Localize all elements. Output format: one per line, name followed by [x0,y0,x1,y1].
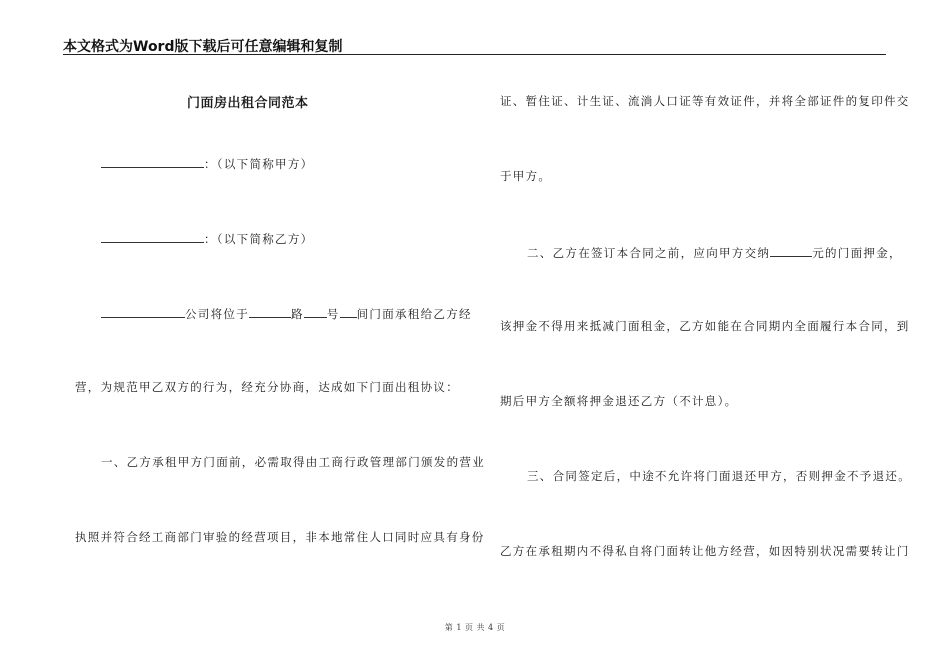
right-line-4: 该押金不得用来抵减门面租金，乙方如能在合同期内全面履行本合同，到 [500,319,910,333]
right-line-2: 于甲方。 [500,169,552,183]
right-line-6: 三、合同签定后，中途不允许将门面退还甲方，否则押金不予退还。 [527,469,911,483]
deposit-amount-blank [770,244,812,257]
deposit-text-b: 元的门面押金， [812,246,902,260]
number-blank [304,305,327,318]
paragraph-1-line-1 [101,305,472,321]
party-b-blank [101,230,204,243]
paragraph-1-text-c: 号 [326,307,340,321]
page-number: 第 1 页 共 4 页 [444,623,506,632]
right-line-1: 证、暂住证、计生证、流淌人口证等有效证件，并将全部证件的复印件交 [500,94,910,108]
document-title: 门面房出租合同范本 [187,96,309,111]
party-b-label: ：（以下简称乙方） [204,232,314,246]
paragraph-2-line-1: 一、乙方承租甲方门面前，必需取得由工商行政管理部门颁发的营业 [101,455,485,469]
party-b-line [101,230,313,246]
right-line-7: 乙方在承租期内不得私自将门面转让他方经营，如因特别状况需要转让门 [500,544,910,558]
paragraph-1-line-2: 营，为规范甲乙双方的行为，经充分协商，达成如下门面出租协议： [75,380,459,394]
company-blank [101,305,185,318]
paragraph-1-text-d: 间门面承租给乙方经 [356,307,472,321]
right-line-5: 期后甲方全额将押金退还乙方（不计息）。 [500,394,738,408]
party-a-line [101,155,313,171]
party-a-blank [101,155,204,168]
road-blank [249,305,291,318]
room-blank [340,305,357,318]
paragraph-1-text-a: 公司将位于 [185,307,249,321]
deposit-text-a: 二、乙方在签订本合同之前，应向甲方交纳 [527,246,771,260]
party-a-label: ：（以下简称甲方） [204,157,314,171]
document-header: 本文格式为Word版下载后可任意编辑和复制 [63,39,343,55]
paragraph-1-text-b: 路 [291,307,304,321]
paragraph-2-line-2: 执照并符合经工商部门审验的经营项目，非本地常住人口同时应具有身份 [75,530,485,544]
header-divider [63,54,886,55]
right-line-3 [527,244,902,260]
